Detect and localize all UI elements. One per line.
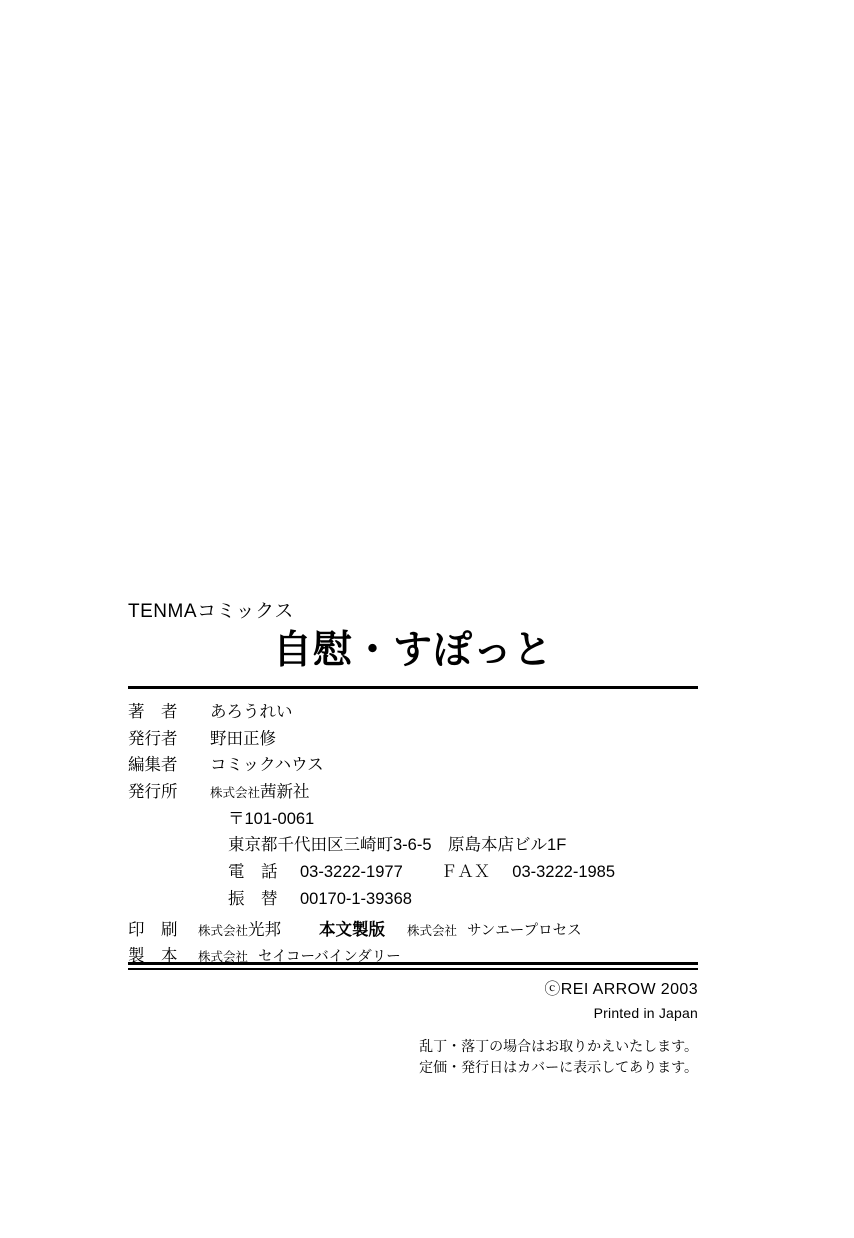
fax-label: ＦＡＸ <box>440 863 491 882</box>
author-label: 著 者 <box>128 702 178 721</box>
publisher-value-name: 茜新社 <box>260 783 310 801</box>
credit-row-postal <box>128 806 698 833</box>
printing-label: 印 刷 <box>128 920 178 939</box>
footer-block <box>128 978 698 1078</box>
author-value: あろうれい <box>210 702 293 721</box>
colophon-block <box>128 596 698 970</box>
binding-value-prefix: 株式会社 <box>198 950 249 965</box>
furikae-label: 振 替 <box>228 889 278 908</box>
publisher-value-prefix: 株式会社 <box>210 786 261 800</box>
credit-row-author <box>128 699 698 726</box>
credit-row-publisher <box>128 779 698 806</box>
credit-row-tel-fax <box>128 859 698 886</box>
publisher-person-label: 発行者 <box>128 729 178 748</box>
address-value: 東京都千代田区三崎町3-6-5 原島本店ビル1F <box>228 836 567 855</box>
editor-value: コミックハウス <box>210 756 324 775</box>
credits-list <box>128 699 698 970</box>
tel-label: 電 話 <box>228 863 278 882</box>
credit-row-editor <box>128 752 698 779</box>
printing-value-name: 光邦 <box>248 920 282 939</box>
divider-bottom <box>128 962 698 970</box>
text-plate-prefix: 株式会社 <box>407 923 458 938</box>
printed-in-line: Printed in Japan <box>593 1004 698 1021</box>
publisher-label: 発行所 <box>128 783 178 801</box>
publisher-person-value: 野田正修 <box>210 729 276 748</box>
binding-label: 製 本 <box>128 947 178 966</box>
notice-line-1: 乱丁・落丁の場合はお取りかえいたします。 <box>419 1038 698 1055</box>
printing-value-prefix: 株式会社 <box>198 923 249 938</box>
binding-value-name: セイコーバインダリー <box>258 949 401 966</box>
series-name: TENMAコミックス <box>128 601 294 622</box>
copyright-line: ⓒREI ARROW 2003 <box>544 981 698 998</box>
editor-label: 編集者 <box>128 756 178 775</box>
credit-row-furikae <box>128 886 698 913</box>
credit-row-address <box>128 832 698 859</box>
furikae-value: 00170-1-39368 <box>300 889 412 908</box>
text-plate-name: サンエープロセス <box>467 922 582 939</box>
divider-top <box>128 686 698 689</box>
notice-line-2: 定価・発行日はカバーに表示してあります。 <box>419 1059 698 1076</box>
tel-value: 03-3222-1977 <box>300 863 403 882</box>
credit-row-publisher-person <box>128 726 698 753</box>
notice-block <box>128 1036 698 1078</box>
postal-code: 〒101-0061 <box>228 809 315 828</box>
text-plate-label: 本文製版 <box>319 920 386 939</box>
credit-row-printing <box>128 917 698 944</box>
page-title: 自慰・すぽっと <box>272 628 553 673</box>
fax-value: 03-3222-1985 <box>512 863 616 882</box>
